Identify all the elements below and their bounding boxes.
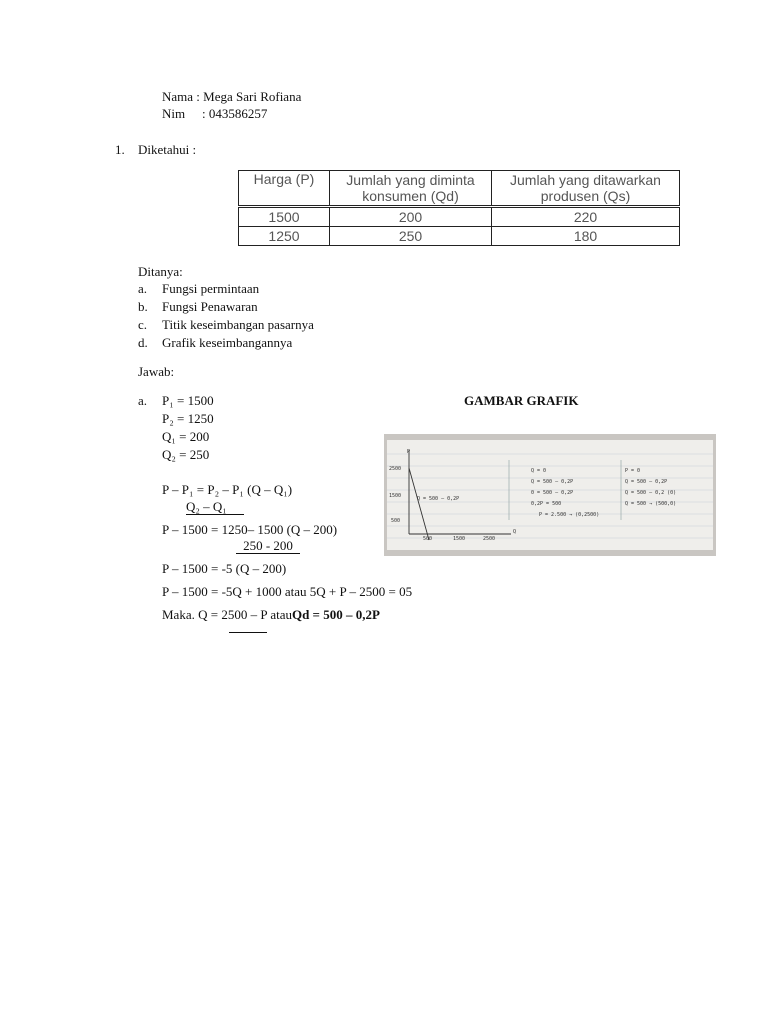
answer-letter: a. xyxy=(138,393,148,408)
asked-item-letter: a. xyxy=(138,281,148,296)
graph-note: Q = 500 → (500,0) xyxy=(625,501,677,507)
table-cell: 200 xyxy=(330,207,492,227)
result-prefix: Maka. Q = 2500 – P atau xyxy=(162,607,292,622)
graph-axis-p-label: P xyxy=(407,449,411,455)
asked-item-text: Grafik keseimbangannya xyxy=(162,335,293,350)
table-cell: 1500 xyxy=(239,207,330,227)
student-nim-value: : 043586257 xyxy=(202,106,268,121)
graph-note: Q = 500 – 0,2 (0) xyxy=(625,490,677,496)
step-2: P – 1500 = -5Q + 1000 atau 5Q + P – 2500 = 05 xyxy=(162,584,413,599)
table-header-cell: Jumlah yang ditawarkan produsen (Qs) xyxy=(492,171,680,207)
table-cell: 1250 xyxy=(239,227,330,246)
asked-item-letter: c. xyxy=(138,317,148,332)
asked-item-text: Titik keseimbangan pasarnya xyxy=(162,317,314,332)
table-header-cell: Jumlah yang diminta konsumen (Qd) xyxy=(330,171,492,207)
table-header-row xyxy=(239,171,680,207)
graph-photo xyxy=(384,434,716,556)
line-p2: P₂ = 1250 xyxy=(162,411,214,426)
step-1: P – 1500 = -5 (Q – 200) xyxy=(162,561,287,576)
result-line xyxy=(162,607,380,622)
table-cell: 220 xyxy=(492,207,680,227)
graph-note: Q = 500 – 0,2P xyxy=(625,479,668,485)
line-p1: P₁ = 1500 xyxy=(162,393,214,408)
graph-y-tick: 2500 xyxy=(389,466,402,472)
asked-item-text: Fungsi permintaan xyxy=(162,281,260,296)
line-q2: Q₂ = 250 xyxy=(162,447,210,462)
table-cell: 250 xyxy=(330,227,492,246)
graph-note: P = 0 xyxy=(625,468,641,474)
graph-x-tick: 2500 xyxy=(483,536,496,542)
graph-note: Q = 0 xyxy=(531,468,547,474)
graph-note: P = 2.500 → (0,2500) xyxy=(539,512,600,518)
table-row xyxy=(239,227,680,246)
result-underline xyxy=(229,632,267,633)
asked-label: Ditanya: xyxy=(138,264,183,279)
question-number: 1. xyxy=(115,142,125,157)
asked-item-letter: d. xyxy=(138,335,148,350)
graph-note: Q = 500 – 0,2P xyxy=(531,479,574,485)
answer-label: Jawab: xyxy=(138,364,175,379)
formula-numerator: P – P₁ = P₂ – P₁ (Q – Q₁) xyxy=(162,482,293,497)
graph-title: GAMBAR GRAFIK xyxy=(464,393,579,408)
student-name: Nama : Mega Sari Rofiana xyxy=(162,89,302,104)
graph-x-tick: 500 xyxy=(423,536,433,542)
table-row xyxy=(239,207,680,227)
asked-item-letter: b. xyxy=(138,299,148,314)
line-q1: Q₁ = 200 xyxy=(162,429,210,444)
given-label: Diketahui : xyxy=(138,142,197,157)
asked-item-text: Fungsi Penawaran xyxy=(162,299,258,314)
graph-note: 0,2P = 500 xyxy=(531,501,562,507)
student-nim-label: Nim xyxy=(162,106,186,121)
demand-line xyxy=(409,468,429,540)
table-header-cell: Harga (P) xyxy=(239,171,330,207)
table-cell: 180 xyxy=(492,227,680,246)
substitution-denominator: 250 - 200 xyxy=(236,538,300,554)
graph-note: 0 = 500 – 0,2P xyxy=(531,490,574,496)
given-table xyxy=(238,170,680,246)
graph-line-label: Q = 500 – 0,2P xyxy=(417,496,460,502)
graph-paper xyxy=(387,440,713,550)
graph-axis-q-label: Q xyxy=(513,529,517,535)
graph-y-tick: 500 xyxy=(391,518,401,524)
graph-x-tick: 1500 xyxy=(453,536,466,542)
substitution-numerator: P – 1500 = 1250– 1500 (Q – 200) xyxy=(162,522,338,537)
graph-y-tick: 1500 xyxy=(389,493,402,499)
result-function: Qd = 500 – 0,2P xyxy=(291,607,380,622)
formula-denominator: Q₂ – Q₁ xyxy=(186,499,244,515)
